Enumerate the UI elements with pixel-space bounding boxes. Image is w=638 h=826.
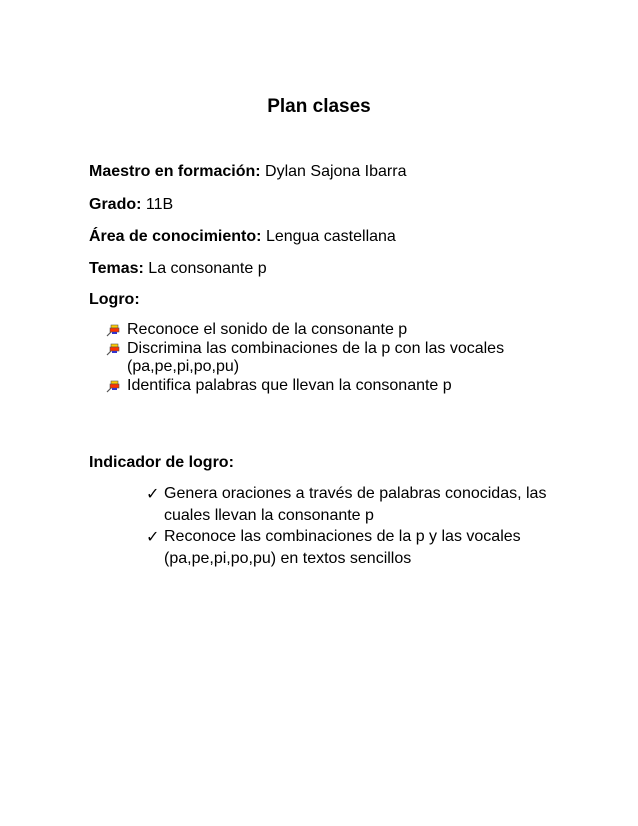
logro-item-text: Discrimina las combinaciones de la p con las vocales (pa,pe,pi,po,pu) bbox=[127, 339, 505, 375]
indicador-item bbox=[146, 483, 566, 526]
grado-label: Grado: bbox=[89, 196, 142, 213]
indicador-item bbox=[146, 526, 566, 569]
logro-item-text: Identifica palabras que llevan la consonante p bbox=[127, 376, 452, 394]
checkmark-icon: ✓ bbox=[146, 527, 160, 546]
indicador-item-text: Reconoce las combinaciones de la p y las vocales (pa,pe,pi,po,pu) en textos sencillos bbox=[164, 528, 521, 567]
area-value: Lengua castellana bbox=[265, 228, 396, 245]
indicador-item-text: Genera oraciones a través de palabras conocidas, las cuales llevan la consonante p bbox=[164, 485, 547, 524]
indicador-field bbox=[89, 454, 234, 472]
area-label: Área de conocimiento: bbox=[89, 228, 262, 245]
maestro-value: Dylan Sajona Ibarra bbox=[265, 163, 407, 180]
indicador-label: Indicador de logro: bbox=[89, 454, 234, 471]
logro-field bbox=[89, 291, 140, 309]
maestro-label: Maestro en formación: bbox=[89, 163, 261, 180]
logro-item-text: Reconoce el sonido de la consonante p bbox=[127, 321, 408, 338]
temas-label: Temas: bbox=[89, 260, 144, 277]
page-title: Plan clases bbox=[267, 96, 371, 117]
indicador-list bbox=[146, 483, 566, 569]
logro-list bbox=[105, 321, 565, 395]
pushpin-icon bbox=[105, 379, 120, 394]
logro-item bbox=[105, 377, 565, 396]
pushpin-icon bbox=[105, 323, 120, 338]
maestro-field bbox=[89, 163, 406, 181]
logro-item bbox=[105, 321, 565, 340]
grado-field bbox=[89, 196, 173, 214]
temas-value: La consonante p bbox=[148, 260, 267, 277]
logro-label: Logro: bbox=[89, 291, 140, 308]
grado-value: 11B bbox=[145, 196, 174, 213]
logro-item bbox=[105, 340, 565, 377]
checkmark-icon: ✓ bbox=[146, 484, 160, 503]
area-field bbox=[89, 228, 396, 246]
pushpin-icon bbox=[105, 342, 120, 357]
temas-field bbox=[89, 260, 267, 278]
